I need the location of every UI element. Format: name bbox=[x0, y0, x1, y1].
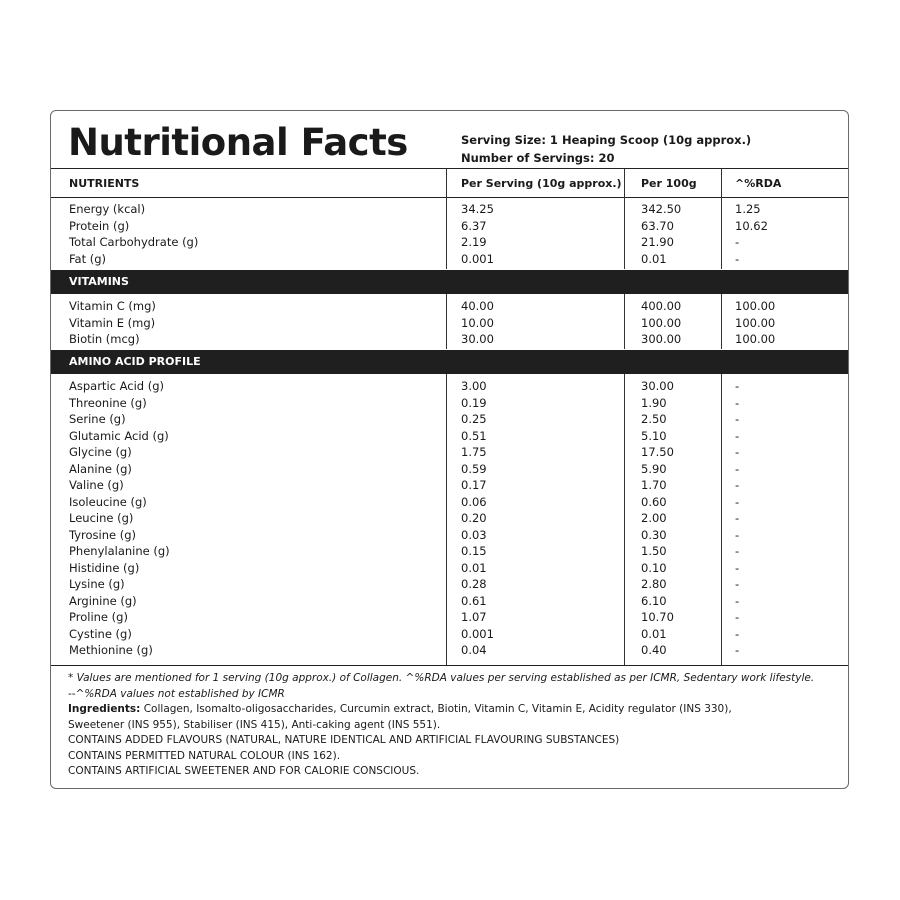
rda-value: - bbox=[735, 379, 740, 393]
nutrient-name: Valine (g) bbox=[69, 478, 124, 492]
rda-value: 1.25 bbox=[735, 202, 761, 216]
per-serving-value: 0.15 bbox=[461, 544, 487, 558]
nutrient-name: Glutamic Acid (g) bbox=[69, 428, 169, 443]
number-of-servings: Number of Servings: 20 bbox=[461, 151, 615, 165]
table-row bbox=[51, 494, 848, 511]
column-header-nutrients: NUTRIENTS bbox=[69, 177, 140, 190]
rda-value: - bbox=[735, 428, 740, 443]
per-100g-value: 2.00 bbox=[641, 511, 667, 525]
section-header-vitamins: VITAMINS bbox=[51, 270, 848, 294]
per-serving-value: 3.00 bbox=[461, 379, 487, 393]
table-row bbox=[51, 378, 848, 395]
per-100g-value: 6.10 bbox=[641, 593, 667, 608]
rda-value: - bbox=[735, 626, 740, 641]
table-row bbox=[51, 315, 848, 332]
serving-info bbox=[461, 131, 751, 167]
per-serving-value: 0.001 bbox=[461, 251, 494, 266]
nutrient-name: Biotin (mcg) bbox=[69, 332, 140, 346]
rda-value: - bbox=[735, 395, 740, 410]
vitamins-rows bbox=[51, 298, 848, 348]
per-serving-value: 1.07 bbox=[461, 610, 487, 624]
ingredients-line-2: Sweetener (INS 955), Stabiliser (INS 415), Anti-caking agent (INS 551). bbox=[68, 718, 441, 731]
ingredients-line-1 bbox=[68, 702, 836, 718]
rda-value: - bbox=[735, 412, 740, 426]
nutrient-name: Serine (g) bbox=[69, 412, 126, 426]
nutrient-name: Energy (kcal) bbox=[69, 202, 146, 216]
rda-value: - bbox=[735, 235, 740, 249]
table-row bbox=[51, 626, 848, 643]
rda-value: - bbox=[735, 445, 740, 459]
per-serving-value: 1.75 bbox=[461, 445, 487, 459]
rda-value: 100.00 bbox=[735, 315, 776, 330]
per-serving-value: 0.17 bbox=[461, 478, 487, 492]
rda-value: - bbox=[735, 527, 740, 542]
column-header-rda: ^%RDA bbox=[735, 177, 782, 190]
nutrient-name: Phenylalanine (g) bbox=[69, 544, 170, 558]
table-row bbox=[51, 576, 848, 593]
per-100g-value: 400.00 bbox=[641, 299, 682, 313]
nutrient-name: Histidine (g) bbox=[69, 560, 140, 575]
per-100g-value: 2.80 bbox=[641, 577, 667, 591]
table-bottom-divider bbox=[51, 665, 848, 666]
per-100g-value: 100.00 bbox=[641, 315, 682, 330]
rda-value: - bbox=[735, 593, 740, 608]
nutrient-name: Arginine (g) bbox=[69, 593, 137, 608]
table-row bbox=[51, 218, 848, 235]
rda-value: - bbox=[735, 577, 740, 591]
rda-value: - bbox=[735, 544, 740, 558]
per-100g-value: 300.00 bbox=[641, 332, 682, 346]
per-serving-value: 6.37 bbox=[461, 218, 487, 233]
rda-value: - bbox=[735, 610, 740, 624]
per-serving-value: 40.00 bbox=[461, 299, 494, 313]
contains-colour: CONTAINS PERMITTED NATURAL COLOUR (INS 162). bbox=[68, 749, 341, 762]
nutrients-rows bbox=[51, 201, 848, 267]
amino-acid-rows bbox=[51, 378, 848, 659]
per-100g-value: 1.70 bbox=[641, 478, 667, 492]
table-row bbox=[51, 560, 848, 577]
nutrient-name: Threonine (g) bbox=[69, 395, 147, 410]
per-serving-value: 0.28 bbox=[461, 577, 487, 591]
per-serving-value: 0.61 bbox=[461, 593, 487, 608]
per-serving-value: 0.25 bbox=[461, 412, 487, 426]
per-100g-value: 5.90 bbox=[641, 461, 667, 476]
per-serving-value: 34.25 bbox=[461, 202, 494, 216]
ingredients-label: Ingredients: bbox=[68, 703, 141, 715]
nutrient-name: Lysine (g) bbox=[69, 577, 125, 591]
table-row bbox=[51, 331, 848, 348]
per-100g-value: 0.30 bbox=[641, 527, 667, 542]
per-serving-value: 30.00 bbox=[461, 332, 494, 346]
per-100g-value: 342.50 bbox=[641, 202, 682, 216]
table-row bbox=[51, 411, 848, 428]
table-row bbox=[51, 395, 848, 412]
footnote-rda: --^%RDA values not established by ICMR bbox=[68, 687, 285, 700]
nutrient-name: Glycine (g) bbox=[69, 445, 132, 459]
table-row bbox=[51, 593, 848, 610]
per-serving-value: 0.06 bbox=[461, 494, 487, 509]
nutrient-name: Vitamin E (mg) bbox=[69, 315, 156, 330]
table-row bbox=[51, 543, 848, 560]
table-row bbox=[51, 510, 848, 527]
header-divider bbox=[51, 168, 848, 169]
table-row bbox=[51, 444, 848, 461]
nutrient-name: Methionine (g) bbox=[69, 643, 153, 657]
table-row bbox=[51, 461, 848, 478]
per-100g-value: 0.01 bbox=[641, 626, 667, 641]
rda-value: 100.00 bbox=[735, 332, 776, 346]
column-header-per-serving: Per Serving (10g approx.) bbox=[461, 177, 622, 190]
nutrient-name: Vitamin C (mg) bbox=[69, 299, 156, 313]
per-100g-value: 2.50 bbox=[641, 412, 667, 426]
ingredients-text: Collagen, Isomalto-oligosaccharides, Curcumin extract, Biotin, Vitamin C, Vitamin E, Acidity regulator (INS 330), bbox=[140, 703, 732, 715]
per-100g-value: 21.90 bbox=[641, 235, 674, 249]
per-serving-value: 0.59 bbox=[461, 461, 487, 476]
per-100g-value: 0.40 bbox=[641, 643, 667, 657]
per-serving-value: 10.00 bbox=[461, 315, 494, 330]
table-row bbox=[51, 251, 848, 268]
per-100g-value: 1.50 bbox=[641, 544, 667, 558]
per-serving-value: 0.20 bbox=[461, 511, 487, 525]
column-header-per-100g: Per 100g bbox=[641, 177, 697, 190]
nutrient-name: Cystine (g) bbox=[69, 626, 132, 641]
table-row bbox=[51, 642, 848, 659]
rda-value: 10.62 bbox=[735, 218, 768, 233]
per-100g-value: 1.90 bbox=[641, 395, 667, 410]
nutrient-name: Aspartic Acid (g) bbox=[69, 379, 165, 393]
per-serving-value: 0.19 bbox=[461, 395, 487, 410]
rda-value: - bbox=[735, 643, 740, 657]
per-100g-value: 0.01 bbox=[641, 251, 667, 266]
nutrient-name: Tyrosine (g) bbox=[69, 527, 137, 542]
nutrient-name: Protein (g) bbox=[69, 218, 130, 233]
footnote-serving: * Values are mentioned for 1 serving (10g approx.) of Collagen. ^%RDA values per serving established as per ICMR, Sedentary work lifestyle. bbox=[68, 672, 815, 684]
per-100g-value: 5.10 bbox=[641, 428, 667, 443]
rda-value: - bbox=[735, 251, 740, 266]
per-100g-value: 63.70 bbox=[641, 218, 674, 233]
page-title: Nutritional Facts bbox=[68, 121, 408, 164]
table-row bbox=[51, 609, 848, 626]
nutrient-name: Isoleucine (g) bbox=[69, 494, 147, 509]
per-serving-value: 0.001 bbox=[461, 626, 494, 641]
serving-size: Serving Size: 1 Heaping Scoop (10g approx.) bbox=[461, 133, 752, 147]
per-serving-value: 2.19 bbox=[461, 235, 487, 249]
per-100g-value: 0.60 bbox=[641, 494, 667, 509]
nutrition-facts-panel bbox=[50, 110, 849, 789]
table-row bbox=[51, 428, 848, 445]
rda-value: - bbox=[735, 461, 740, 476]
table-row bbox=[51, 527, 848, 544]
per-100g-value: 30.00 bbox=[641, 379, 674, 393]
table-row bbox=[51, 234, 848, 251]
rda-value: - bbox=[735, 478, 740, 492]
per-serving-value: 0.04 bbox=[461, 643, 487, 657]
table-row bbox=[51, 298, 848, 315]
per-serving-value: 0.01 bbox=[461, 560, 487, 575]
rda-value: 100.00 bbox=[735, 299, 776, 313]
column-header-divider bbox=[51, 197, 848, 198]
rda-value: - bbox=[735, 494, 740, 509]
per-100g-value: 17.50 bbox=[641, 445, 674, 459]
nutrient-name: Fat (g) bbox=[69, 251, 107, 266]
contains-flavours: CONTAINS ADDED FLAVOURS (NATURAL, NATURE IDENTICAL AND ARTIFICIAL FLAVOURING SUBSTANCES) bbox=[68, 734, 620, 746]
nutrient-name: Alanine (g) bbox=[69, 461, 132, 476]
rda-value: - bbox=[735, 560, 740, 575]
per-serving-value: 0.51 bbox=[461, 428, 487, 443]
table-row bbox=[51, 477, 848, 494]
per-100g-value: 0.10 bbox=[641, 560, 667, 575]
table-row bbox=[51, 201, 848, 218]
nutrient-name: Proline (g) bbox=[69, 610, 128, 624]
section-header-amino-acid-profile: AMINO ACID PROFILE bbox=[51, 350, 848, 374]
rda-value: - bbox=[735, 511, 740, 525]
contains-sweetener: CONTAINS ARTIFICIAL SWEETENER AND FOR CALORIE CONSCIOUS. bbox=[68, 765, 420, 777]
per-100g-value: 10.70 bbox=[641, 610, 674, 624]
nutrient-name: Total Carbohydrate (g) bbox=[69, 235, 199, 249]
nutrient-name: Leucine (g) bbox=[69, 511, 134, 525]
footnotes bbox=[68, 671, 836, 780]
per-serving-value: 0.03 bbox=[461, 527, 487, 542]
